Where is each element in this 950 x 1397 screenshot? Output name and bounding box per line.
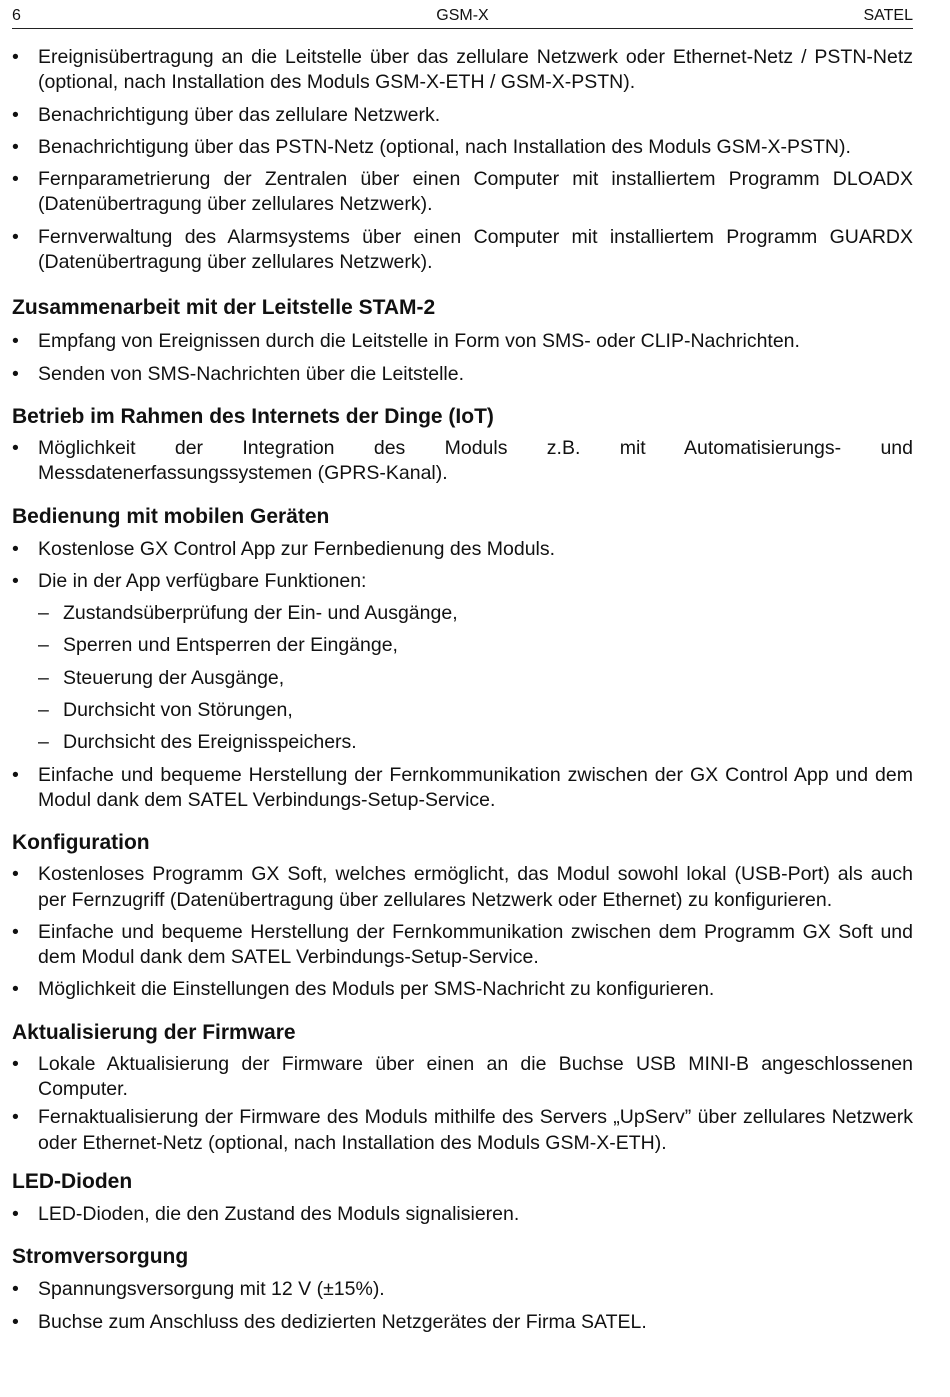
bullet-icon: • — [12, 46, 19, 68]
firmware-list — [12, 1052, 913, 1156]
list-item: • Kostenlose GX Control App zur Fernbedienung des Moduls. — [12, 537, 913, 562]
sub-list-item: – Steuerung der Ausgänge, — [12, 666, 913, 691]
list-item: • Buchse zum Anschluss des dedizierten Netzgerätes der Firma SATEL. — [12, 1310, 913, 1335]
bullet-icon: • — [12, 1052, 19, 1075]
power-list — [12, 1277, 913, 1335]
list-item: • Fernverwaltung des Alarmsystems über einen Computer mit installiertem Programm GUARDX (Datenübertragung über zellulares Netzwerk). — [12, 225, 913, 274]
dash-icon: – — [38, 634, 49, 657]
bullet-icon: • — [12, 763, 19, 786]
bullet-icon: • — [12, 1202, 19, 1225]
list-item: • Fernaktualisierung der Firmware des Moduls mithilfe des Servers „UpServ” über zellulares Netzwerk oder Ethernet-Netz (optional, nach Installation des Moduls GSM-X-ETH). — [12, 1106, 913, 1154]
list-item: • Fernparametrierung der Zentralen über einen Computer mit installiertem Programm DLOADX (Datenübertragung über zellulares Netzwerk). — [12, 168, 913, 216]
section-heading-firmware: Aktualisierung der Firmware — [12, 1020, 296, 1044]
intro-list — [12, 45, 913, 275]
brand-name: SATEL — [863, 7, 913, 24]
mobile-list — [12, 537, 913, 814]
list-item: • Benachrichtigung über das PSTN-Netz (optional, nach Installation des Moduls GSM-X-PSTN). — [12, 135, 913, 160]
bullet-icon: • — [12, 1106, 19, 1129]
section-heading-config: Konfiguration — [12, 831, 150, 855]
list-item: • Spannungsversorgung mit 12 V (±15%). — [12, 1277, 913, 1302]
config-list — [12, 862, 913, 1002]
dash-icon: – — [38, 699, 49, 722]
list-item: • Ereignisübertragung an die Leitstelle über das zellulare Netzwerk oder Ethernet-Netz / PSTN-Netz (optional, nach Installation des Moduls GSM-X-ETH / GSM-X-PSTN). — [12, 46, 913, 94]
bullet-icon: • — [12, 135, 19, 158]
list-item: • Einfache und bequeme Herstellung der Fernkommunikation zwischen der GX Control App und dem Modul dank dem SATEL Verbindungs-Setup-Service. — [12, 763, 913, 811]
section-heading-iot: Betrieb im Rahmen des Internets der Dinge (IoT) — [12, 404, 494, 428]
bullet-icon: • — [12, 436, 19, 459]
sub-list-item: – Zustandsüberprüfung der Ein- und Ausgänge, — [12, 601, 913, 626]
list-item: • Möglichkeit der Integration des Moduls z.B. mit Automatisierungs- und Messdatenerfassungssystemen (GPRS-Kanal). — [12, 436, 913, 485]
list-item: • Möglichkeit die Einstellungen des Moduls per SMS-Nachricht zu konfigurieren. — [12, 977, 913, 1002]
section-heading-power: Stromversorgung — [12, 1245, 189, 1269]
dash-icon: – — [38, 666, 49, 689]
bullet-icon: • — [12, 168, 19, 191]
page-number: 6 — [12, 7, 21, 24]
bullet-icon: • — [12, 362, 19, 385]
sub-list-item: – Sperren und Entsperren der Eingänge, — [12, 633, 913, 658]
stam-list — [12, 329, 913, 387]
list-item: • Empfang von Ereignissen durch die Leitstelle in Form von SMS- oder CLIP-Nachrichten. — [12, 329, 913, 354]
section-heading-stam: Zusammenarbeit mit der Leitstelle STAM-2 — [12, 296, 436, 320]
iot-list — [12, 436, 913, 487]
list-item: • LED-Dioden, die den Zustand des Moduls signalisieren. — [12, 1202, 913, 1227]
bullet-icon: • — [12, 330, 19, 353]
page-header — [12, 4, 913, 29]
sub-list-item: – Durchsicht von Störungen, — [12, 698, 913, 723]
led-list — [12, 1202, 913, 1227]
list-item: • Lokale Aktualisierung der Firmware über einen an die Buchse USB MINI-B angeschlossenen Computer. — [12, 1052, 913, 1101]
dash-icon: – — [38, 731, 49, 754]
list-item: • Benachrichtigung über das zellulare Netzwerk. — [12, 103, 913, 128]
bullet-icon: • — [12, 103, 19, 126]
list-item: • Die in der App verfügbare Funktionen: — [12, 569, 913, 594]
page-content — [12, 45, 913, 1335]
section-heading-led: LED-Dioden — [12, 1169, 133, 1193]
bullet-icon: • — [12, 1278, 19, 1301]
bullet-icon: • — [12, 537, 19, 560]
dash-icon: – — [38, 602, 49, 625]
document-title: GSM-X — [436, 7, 489, 24]
bullet-icon: • — [12, 1310, 19, 1333]
bullet-icon: • — [12, 225, 19, 248]
sub-list-item: – Durchsicht des Ereignisspeichers. — [12, 730, 913, 755]
bullet-icon: • — [12, 920, 19, 943]
bullet-icon: • — [12, 569, 19, 592]
bullet-icon: • — [12, 863, 19, 886]
bullet-icon: • — [12, 978, 19, 1001]
list-item: • Einfache und bequeme Herstellung der Fernkommunikation zwischen dem Programm GX Soft und dem Modul dank dem SATEL Verbindungs-Setup-Service. — [12, 920, 913, 969]
list-item: • Kostenloses Programm GX Soft, welches ermöglicht, das Modul sowohl lokal (USB-Port) als auch per Fernzugriff (Datenübertragung über zellulares Netzwerk oder Ethernet) zu konfigurieren. — [12, 863, 913, 911]
list-item: • Senden von SMS-Nachrichten über die Leitstelle. — [12, 362, 913, 387]
section-heading-mobile: Bedienung mit mobilen Geräten — [12, 504, 330, 528]
